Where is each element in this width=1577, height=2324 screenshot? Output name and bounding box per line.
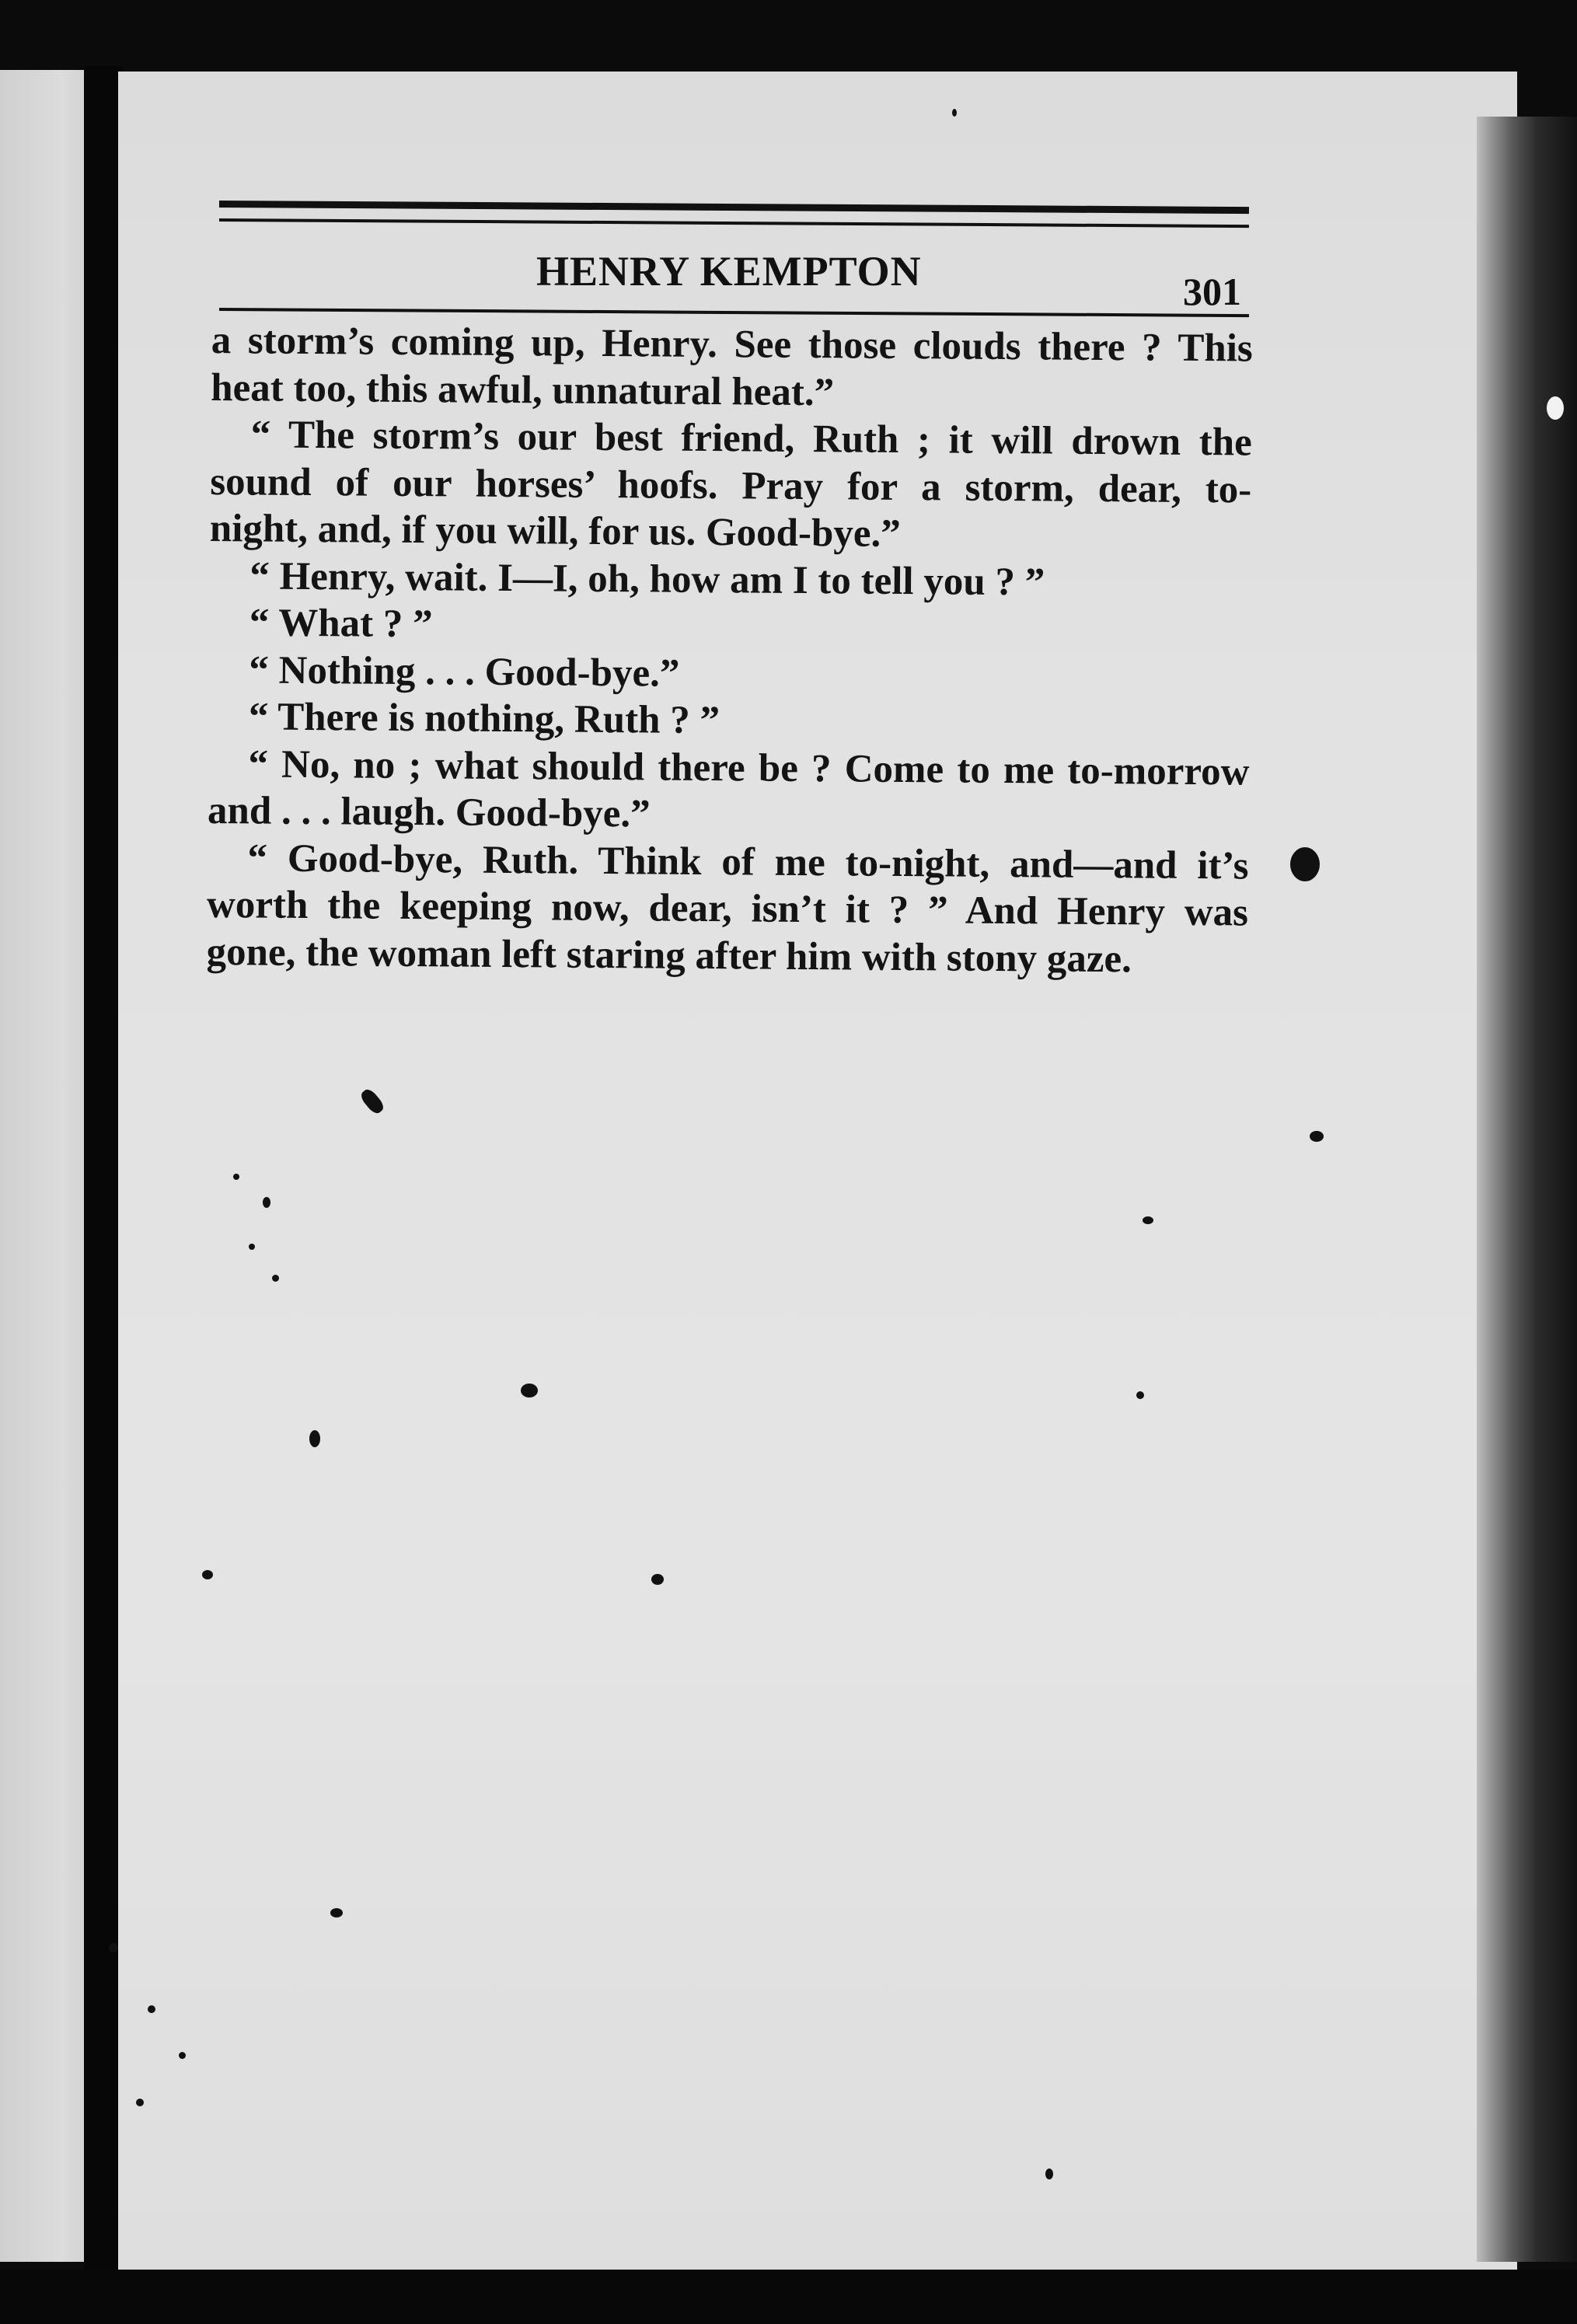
ink-speck bbox=[521, 1384, 538, 1398]
ink-speck bbox=[330, 1908, 343, 1917]
text-line: “ What ? ” bbox=[249, 601, 433, 647]
ink-speck bbox=[148, 2005, 155, 2013]
ink-speck bbox=[1547, 396, 1564, 420]
text-line: “ The storm’s our best friend, Ruth ; it will drown the bbox=[250, 413, 1252, 465]
text-line: “ No, no ; what should there be ? Come to me to-morrow bbox=[248, 742, 1250, 794]
ink-speck bbox=[179, 2052, 186, 2059]
ink-speck bbox=[952, 109, 957, 117]
ink-speck bbox=[233, 1174, 239, 1180]
text-line: a storm’s coming up, Henry. See those clouds there ? This bbox=[211, 318, 1253, 371]
book-gutter bbox=[84, 66, 123, 2270]
ink-speck bbox=[1143, 1216, 1153, 1224]
ink-speck bbox=[249, 1244, 255, 1250]
page-number: 301 bbox=[1183, 270, 1241, 313]
ink-speck bbox=[272, 1275, 279, 1282]
ink-speck bbox=[1290, 847, 1320, 881]
text-line: “ Henry, wait. I—I, oh, how am I to tell you ? ” bbox=[249, 553, 1045, 604]
ink-speck bbox=[136, 2099, 144, 2106]
ink-speck bbox=[263, 1197, 270, 1208]
ink-speck bbox=[109, 1943, 118, 1952]
scan-bottom-border bbox=[0, 2270, 1577, 2324]
ink-speck bbox=[1045, 2169, 1053, 2179]
ink-speck bbox=[1136, 1391, 1144, 1399]
text-line: gone, the woman left staring after him with stony gaze. bbox=[206, 930, 1132, 981]
text-line: and . . . laugh. Good-bye.” bbox=[207, 788, 651, 836]
ink-speck bbox=[309, 1430, 320, 1447]
text-line: “ Good-bye, Ruth. Think of me to-night, and—and it’s bbox=[247, 836, 1249, 888]
running-title: HENRY KEMPTON bbox=[536, 248, 922, 295]
ink-speck bbox=[651, 1574, 664, 1585]
body-text bbox=[206, 317, 1253, 983]
ink-speck bbox=[1314, 1131, 1320, 1137]
text-line: “ Nothing . . . Good-bye.” bbox=[249, 647, 680, 696]
ink-speck bbox=[202, 1570, 213, 1579]
text-line: “ There is nothing, Ruth ? ” bbox=[248, 695, 720, 743]
page-fore-edge-shadow bbox=[1477, 117, 1577, 2262]
text-line: heat too, this awful, unnatural heat.” bbox=[211, 365, 835, 414]
text-line: worth the keeping now, dear, isn’t it ? ” And Henry was bbox=[206, 882, 1249, 935]
text-line: night, and, if you will, for us. Good-bye.” bbox=[209, 506, 901, 556]
text-line: sound of our horses’ hoofs. Pray for a storm, dear, to- bbox=[210, 459, 1252, 512]
left-page-edge bbox=[0, 70, 87, 2262]
